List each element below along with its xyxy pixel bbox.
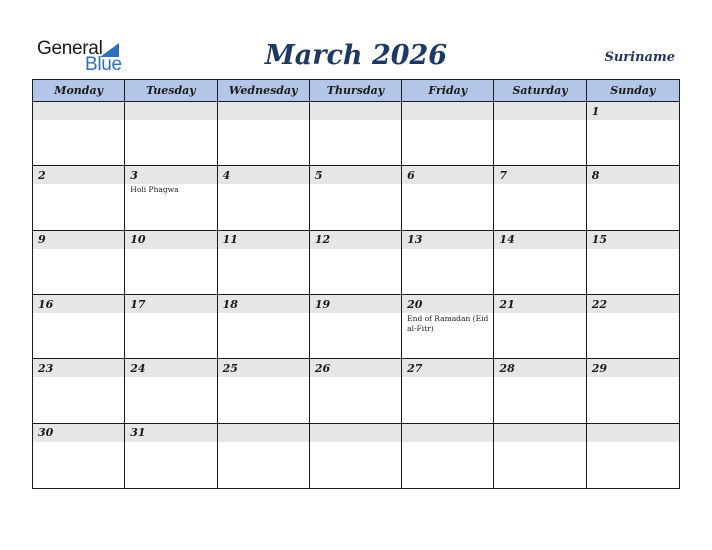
- holiday-event: [494, 377, 585, 378]
- day-cell: [587, 166, 679, 230]
- day-number: [402, 424, 493, 442]
- day-number: [402, 102, 493, 120]
- day-cell: [218, 166, 310, 230]
- day-cell: [218, 102, 310, 166]
- day-cell: [587, 102, 679, 166]
- day-number: 15: [587, 231, 679, 249]
- holiday-event: End of Ramadan (Eid al-Fitr): [407, 314, 489, 333]
- day-cell: [402, 359, 494, 423]
- day-number: 20: [402, 295, 493, 313]
- day-number: 12: [310, 231, 401, 249]
- day-number: 11: [218, 231, 309, 249]
- day-cell: [402, 166, 494, 230]
- holiday-event: [402, 120, 493, 121]
- day-cell: [218, 359, 310, 423]
- day-cell: [33, 166, 125, 230]
- logo-text-general: General: [37, 38, 103, 59]
- day-cell: [125, 295, 217, 359]
- calendar-title: March 2026: [264, 40, 448, 71]
- holiday-event: [310, 120, 401, 121]
- day-number: 30: [33, 424, 124, 442]
- day-number: [125, 102, 216, 120]
- day-cell: [218, 231, 310, 295]
- day-cell: [310, 424, 402, 488]
- day-number: 17: [125, 295, 216, 313]
- day-cell: [587, 295, 679, 359]
- day-cell: [494, 359, 586, 423]
- day-number: [310, 102, 401, 120]
- day-cell: [33, 102, 125, 166]
- day-number: 14: [494, 231, 585, 249]
- holiday-event: [587, 120, 679, 121]
- day-number: 24: [125, 359, 216, 377]
- day-cell: [125, 359, 217, 423]
- day-cell: [125, 424, 217, 488]
- day-cell: [125, 231, 217, 295]
- holiday-event: [33, 313, 124, 314]
- holiday-event: [587, 377, 679, 378]
- day-cell: [218, 424, 310, 488]
- holiday-event: [125, 442, 216, 443]
- holiday-event: [587, 184, 679, 185]
- day-cell: [402, 295, 494, 359]
- day-cell: [587, 359, 679, 423]
- holiday-event: [33, 249, 124, 250]
- holiday-event: [402, 442, 493, 443]
- holiday-event: [310, 184, 401, 185]
- day-cell: [310, 359, 402, 423]
- holiday-event: [218, 442, 309, 443]
- day-number: 7: [494, 166, 585, 184]
- holiday-event: [310, 377, 401, 378]
- holiday-event: [125, 249, 216, 250]
- weekday-header-saturday: Saturday: [494, 80, 586, 102]
- day-number: 1: [587, 102, 679, 120]
- holiday-event: [494, 120, 585, 121]
- day-cell: [587, 231, 679, 295]
- holiday-event: [125, 313, 216, 314]
- holiday-event: [218, 249, 309, 250]
- holiday-event: [402, 377, 493, 378]
- day-number: 5: [310, 166, 401, 184]
- day-cell: [402, 102, 494, 166]
- day-number: 13: [402, 231, 493, 249]
- holiday-event: [402, 249, 493, 250]
- holiday-event: [218, 184, 309, 185]
- holiday-event: [33, 442, 124, 443]
- day-number: 26: [310, 359, 401, 377]
- logo-text-blue: Blue: [85, 54, 122, 75]
- holiday-event: [494, 249, 585, 250]
- day-number: [587, 424, 679, 442]
- day-number: 8: [587, 166, 679, 184]
- day-cell: [310, 166, 402, 230]
- weekday-header-tuesday: Tuesday: [125, 80, 217, 102]
- holiday-event: [587, 249, 679, 250]
- weekday-header-monday: Monday: [33, 80, 125, 102]
- holiday-event: [494, 442, 585, 443]
- holiday-event: [125, 377, 216, 378]
- day-number: 19: [310, 295, 401, 313]
- weekday-header-friday: Friday: [402, 80, 494, 102]
- day-cell: [125, 166, 217, 230]
- day-number: [218, 102, 309, 120]
- holiday-event: [587, 442, 679, 443]
- day-cell: [33, 295, 125, 359]
- calendar-grid: [32, 79, 680, 489]
- day-number: 25: [218, 359, 309, 377]
- day-cell: [310, 102, 402, 166]
- day-number: 22: [587, 295, 679, 313]
- day-number: 3: [125, 166, 216, 184]
- weekday-header-sunday: Sunday: [587, 80, 679, 102]
- day-number: [494, 102, 585, 120]
- holiday-event: [310, 442, 401, 443]
- day-number: [310, 424, 401, 442]
- day-number: 29: [587, 359, 679, 377]
- holiday-event: [218, 377, 309, 378]
- day-cell: [33, 359, 125, 423]
- day-number: 31: [125, 424, 216, 442]
- day-cell: [310, 295, 402, 359]
- day-cell: [494, 295, 586, 359]
- holiday-event: [310, 313, 401, 314]
- day-cell: [33, 231, 125, 295]
- day-number: 23: [33, 359, 124, 377]
- day-number: 27: [402, 359, 493, 377]
- day-number: 4: [218, 166, 309, 184]
- day-number: [218, 424, 309, 442]
- day-cell: [33, 424, 125, 488]
- holiday-event: [310, 249, 401, 250]
- day-cell: [494, 166, 586, 230]
- day-number: 10: [125, 231, 216, 249]
- day-number: 21: [494, 295, 585, 313]
- weekday-header-wednesday: Wednesday: [218, 80, 310, 102]
- weekday-header-thursday: Thursday: [310, 80, 402, 102]
- holiday-event: [33, 377, 124, 378]
- day-cell: [494, 424, 586, 488]
- holiday-event: [402, 184, 493, 185]
- holiday-event: [218, 120, 309, 121]
- holiday-event: [587, 313, 679, 314]
- day-number: [33, 102, 124, 120]
- day-number: 18: [218, 295, 309, 313]
- day-cell: [587, 424, 679, 488]
- holiday-event: [494, 313, 585, 314]
- day-number: 28: [494, 359, 585, 377]
- holiday-event: Holi Phagwa: [130, 185, 179, 195]
- day-cell: [125, 102, 217, 166]
- holiday-event: [125, 120, 216, 121]
- day-cell: [402, 424, 494, 488]
- day-cell: [310, 231, 402, 295]
- day-number: 6: [402, 166, 493, 184]
- holiday-event: [494, 184, 585, 185]
- day-number: 9: [33, 231, 124, 249]
- day-cell: [402, 231, 494, 295]
- holiday-event: [218, 313, 309, 314]
- day-number: [494, 424, 585, 442]
- day-cell: [494, 102, 586, 166]
- day-number: 2: [33, 166, 124, 184]
- day-number: 16: [33, 295, 124, 313]
- day-cell: [218, 295, 310, 359]
- holiday-event: [33, 184, 124, 185]
- day-cell: [494, 231, 586, 295]
- holiday-event: [33, 120, 124, 121]
- country-name: Suriname: [604, 50, 675, 65]
